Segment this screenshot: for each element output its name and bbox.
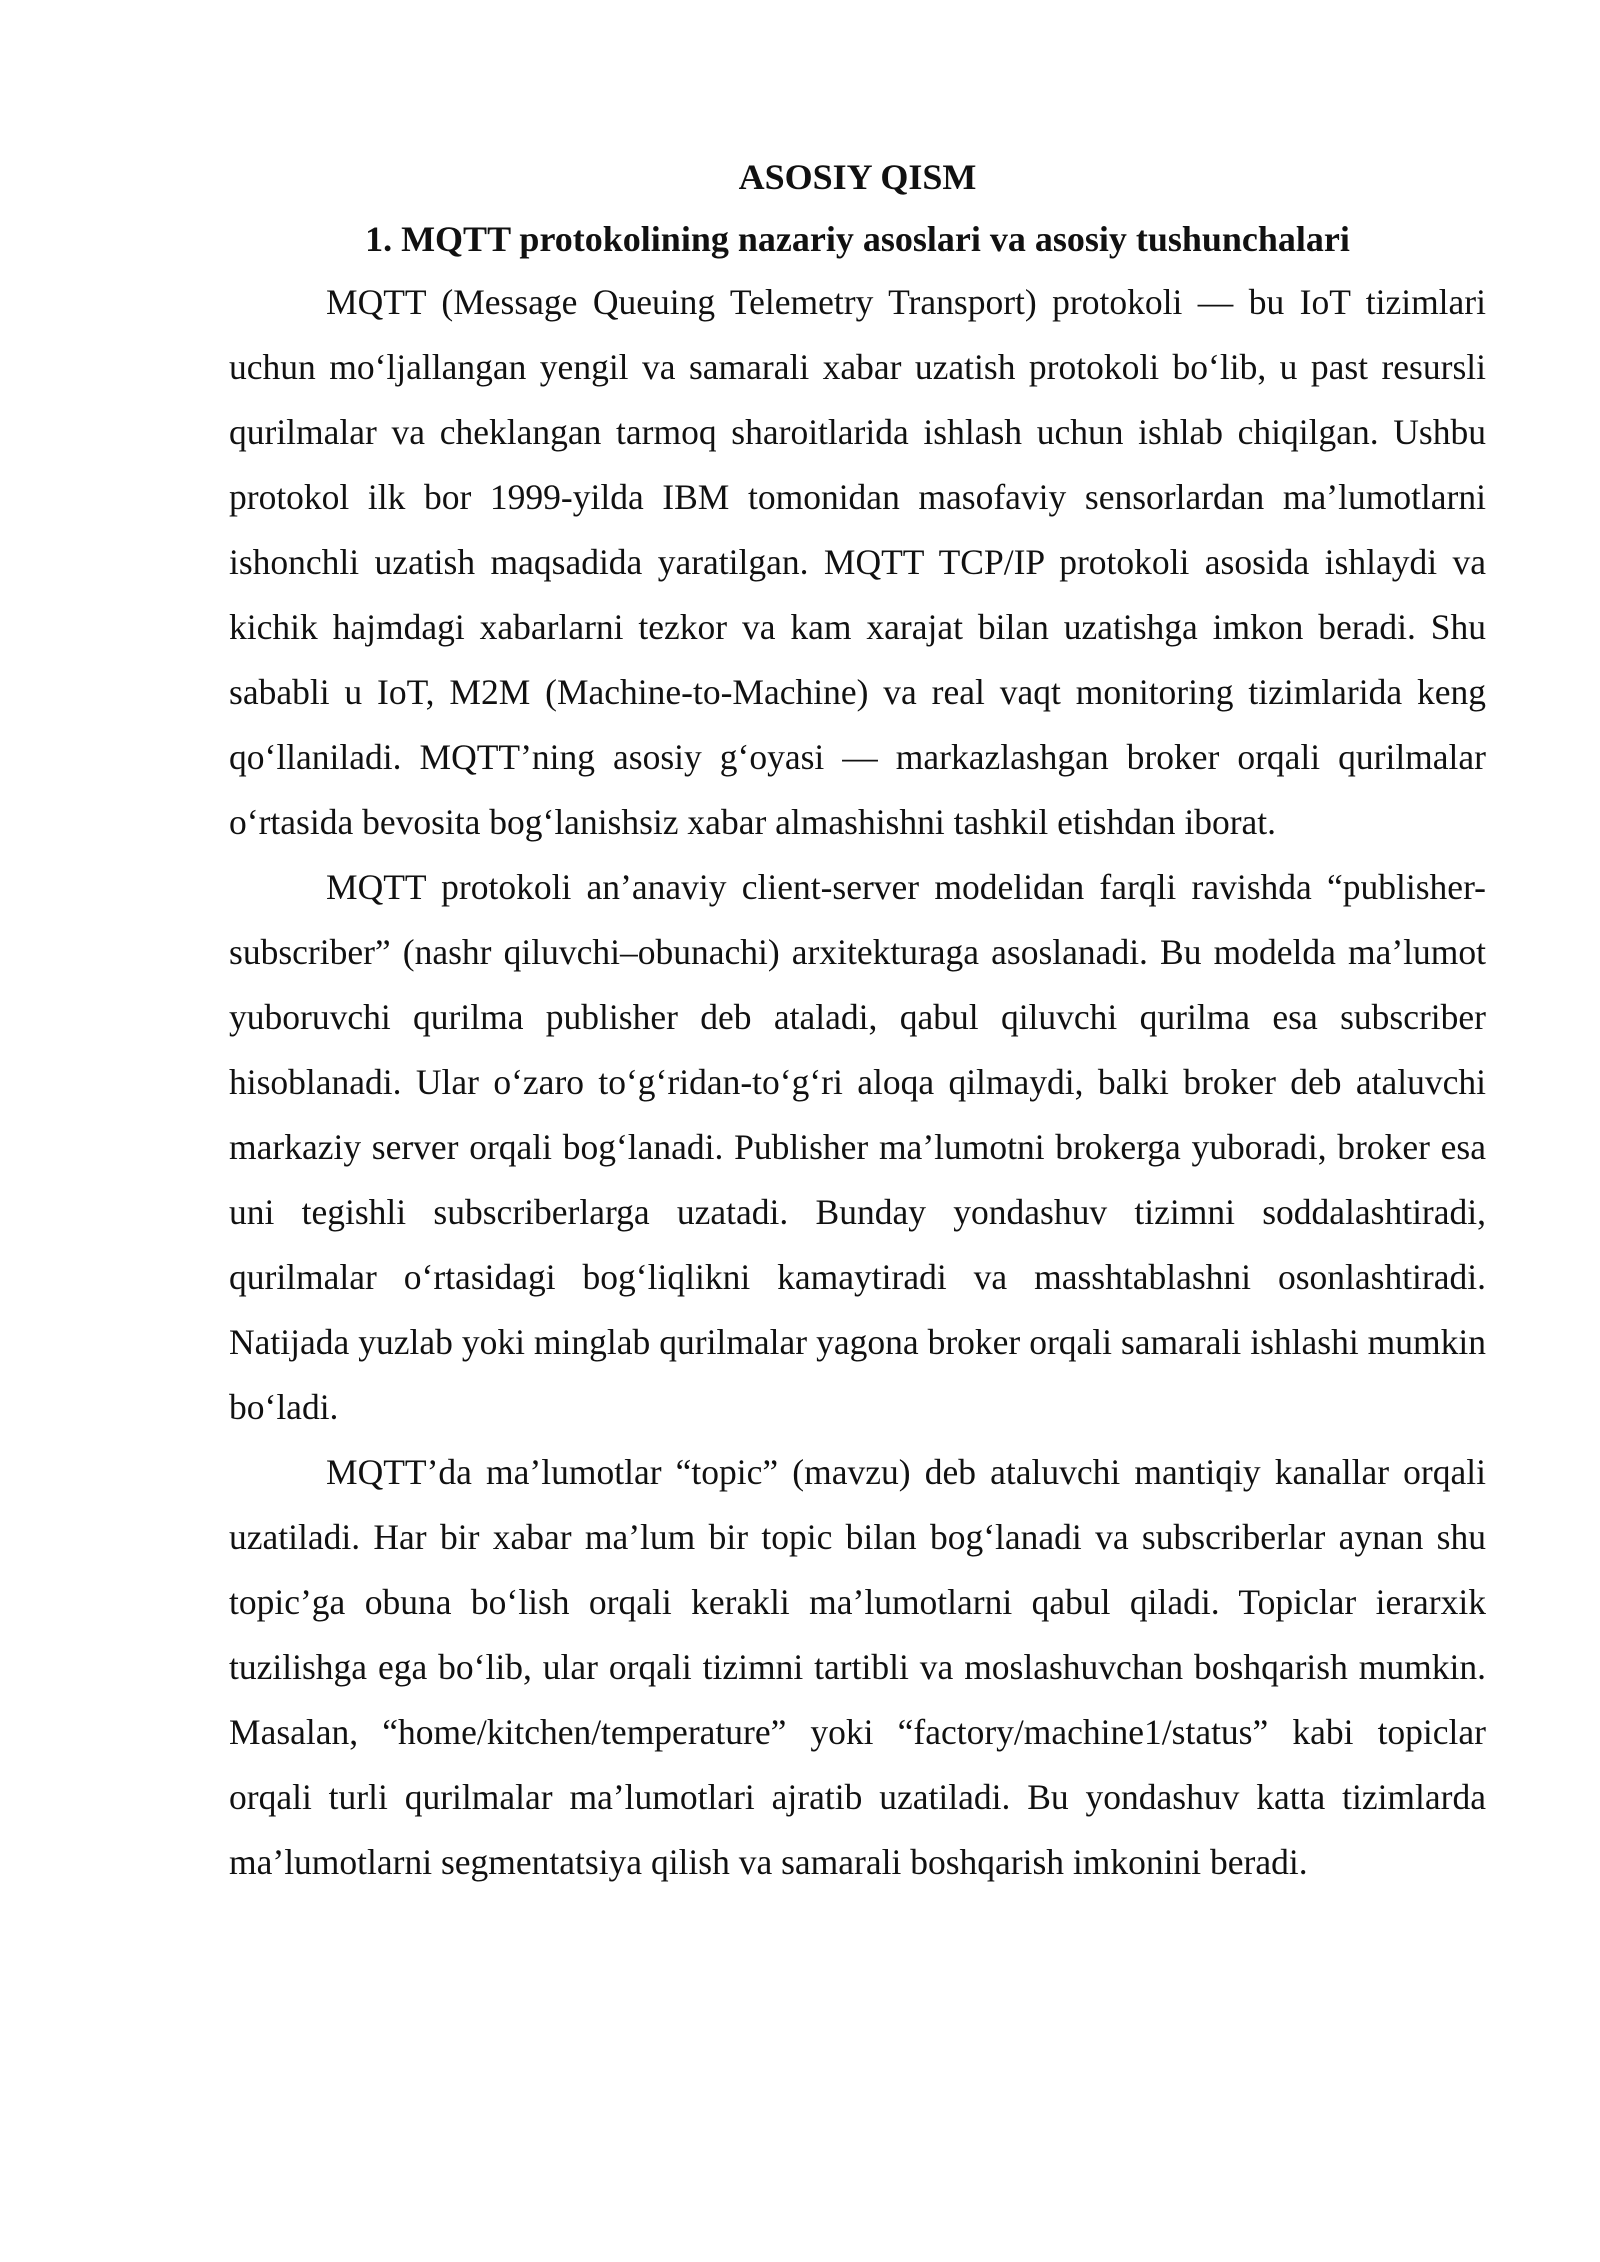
document-body <box>229 146 1486 1895</box>
paragraph-1: MQTT (Message Queuing Telemetry Transport) protokoli — bu IoT tizimlari uchun mo‘ljallangan yengil va samarali xabar uzatish protokoli bo‘lib, u past resursli qurilmalar va cheklangan tarmoq sharoitlarida ishlash uchun ishlab chiqilgan. Ushbu protokol ilk bor 1999-yilda IBM tomonidan masofaviy sensorlardan ma’lumotlarni ishonchli uzatish maqsadida yaratilgan. MQTT TCP/IP protokoli asosida ishlaydi va kichik hajmdagi xabarlarni tezkor va kam xarajat bilan uzatishga imkon beradi. Shu sababli u IoT, M2M (Machine-to-Machine) va real vaqt monitoring tizimlarida keng qo‘llaniladi. MQTT’ning asosiy g‘oyasi — markazlashgan broker orqali qurilmalar o‘rtasida bevosita bog‘lanishsiz xabar almashishni tashkil etishdan iborat. <box>229 282 1486 842</box>
paragraph-2: MQTT protokoli an’anaviy client-server modelidan farqli ravishda “publisher-subscriber” (nashr qiluvchi–obunachi) arxitekturaga asoslanadi. Bu modelda ma’lumot yuboruvchi qurilma publisher deb ataladi, qabul qiluvchi qurilma esa subscriber hisoblanadi. Ular o‘zaro to‘g‘ridan-to‘g‘ri aloqa qilmaydi, balki broker deb ataluvchi markaziy server orqali bog‘lanadi. Publisher ma’lumotni brokerga yuboradi, broker esa uni tegishli subscriberlarga uzatadi. Bunday yondashuv tizimni soddalashtiradi, qurilmalar o‘rtasidagi bog‘liqlikni kamaytiradi va masshtablashni osonlashtiradi. Natijada yuzlab yoki minglab qurilmalar yagona broker orqali samarali ishlashi mumkin bo‘ladi. <box>229 867 1486 1427</box>
paragraph-3: MQTT’da ma’lumotlar “topic” (mavzu) deb ataluvchi mantiqiy kanallar orqali uzatiladi. Har bir xabar ma’lum bir topic bilan bog‘lanadi va subscriberlar aynan shu topic’ga obuna bo‘lish orqali kerakli ma’lumotlarni qabul qiladi. Topiclar ierarxik tuzilishga ega bo‘lib, ular orqali tizimni tartibli va moslashuvchan boshqarish mumkin. Masalan, “home/kitchen/temperature” yoki “factory/machine1/status” kabi topiclar orqali turli qurilmalar ma’lumotlari ajratib uzatiladi. Bu yondashuv katta tizimlarda ma’lumotlarni segmentatsiya qilish va samarali boshqarish imkonini beradi. <box>229 1452 1486 1882</box>
page-heading: ASOSIY QISM <box>738 157 977 197</box>
section-title: 1. MQTT protokolining nazariy asoslari va asosiy tushunchalari <box>365 219 1350 259</box>
